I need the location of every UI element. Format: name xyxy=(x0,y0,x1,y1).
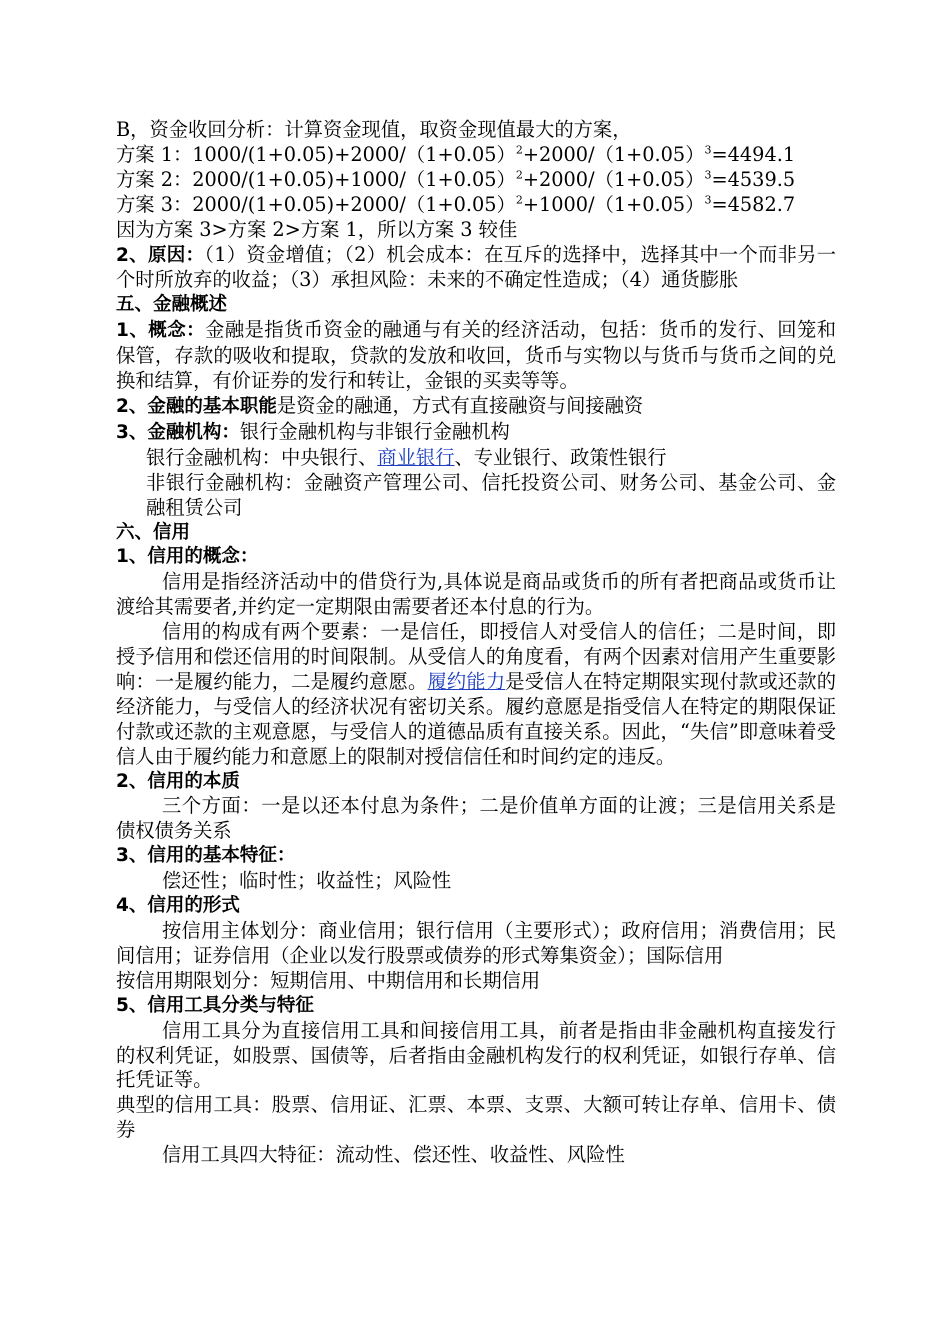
typical-tools-paragraph: 典型的信用工具：股票、信用证、汇票、本票、支票、大额可转让存单、信用卡、债券 xyxy=(116,1093,836,1142)
credit-forms-heading: 4、信用的形式 xyxy=(116,895,240,917)
reason-label: 2、原因： xyxy=(116,244,205,266)
plan-1-formula: 方案 1：$1000/(1+0.05)+2000/(1+0.05)^2+2000/(1+0.05)^3=4494.1$ xyxy=(116,142,796,166)
credit-essence-heading: 2、信用的本质 xyxy=(116,770,240,792)
finance-function: 2、金融的基本职能是资金的融通，方式有直接融资与间接融资 xyxy=(116,393,644,417)
institutions-label: 3、金融机构： xyxy=(116,421,240,443)
reason-paragraph: 2、原因：（1）资金增值；（2）机会成本：在互斥的选择中，选择其中一个而非另一个时所放弃的收益；（3）承担风险：未来的不确定性造成；（4）通货膨胀 xyxy=(116,242,836,292)
credit-tools-heading: 5、信用工具分类与特征 xyxy=(116,994,314,1016)
bank-institutions: 银行金融机构：中央银行、商业银行、专业银行、政策性银行 xyxy=(146,445,667,469)
capital-recovery-line: B，资金收回分析：计算资金现值，取资金现值最大的方案， xyxy=(116,118,632,141)
section-5-heading: 五、金融概述 xyxy=(116,294,228,316)
plan-3-formula: 方案 3：$2000/(1+0.05)+2000/(1+0.05)^2+1000/(1+0.05)^3=4582.7$ xyxy=(116,192,796,216)
finance-concept: 1、概念：金融是指货币资金的融通与有关的经济活动，包括：货币的发行、回笼和保管，存款的吸收和提取，贷款的发放和收回，货币与实物以与货币与货币之间的兑换和结算，有价证券的发行和转让，金银的买卖等等。 xyxy=(116,318,837,393)
credit-forms-paragraph: 按信用主体划分：商业信用；银行信用（主要形式）；政府信用；消费信用；民间信用；证券信用（企业以发行股票或债券的形式筹集资金）；国际信用 xyxy=(116,919,836,967)
nonbank-institutions: 非银行金融机构：金融资产管理公司、信托投资公司、财务公司、基金公司、金融租赁公司 xyxy=(146,470,836,519)
tool-features-paragraph: 信用工具四大特征：流动性、偿还性、收益性、风险性 xyxy=(162,1143,625,1167)
plan-2-formula: 方案 2：$2000/(1+0.05)+1000/(1+0.05)^2+2000/(1+0.05)^3=4539.5$ xyxy=(116,167,796,191)
commercial-bank-link[interactable]: 商业银行 xyxy=(377,445,455,469)
credit-term-paragraph: 按信用期限划分：短期信用、中期信用和长期信用 xyxy=(116,968,541,992)
credit-tools-paragraph: 信用工具分为直接信用工具和间接信用工具，前者是指由非金融机构直接发行的权利凭证，如股票、国债等，后者指由金融机构发行的权利凭证，如银行存单、信托凭证等。 xyxy=(116,1018,836,1092)
credit-concept-paragraph: 信用是指经济活动中的借贷行为,具体说是商品或货币的所有者把商品或货币让渡给其需要者,并约定一定期限由需要者还本付息的行为。 xyxy=(116,570,836,619)
document-page xyxy=(116,118,836,1168)
section-6-heading: 六、信用 xyxy=(116,521,191,543)
credit-elements-paragraph: 信用的构成有两个要素：一是信任，即授信人对受信人的信任；二是时间，即授予信用和偿还信用的时间限制。从受信人的角度看，有两个因素对信用产生重要影响：一是履约能力，二是履约意愿。履约能力是受信人在特定期限实现付款或还款的经济能力，与受信人的经济状况有密切关系。履约意愿是指受信人在特定的期限保证付款或还款的主观意愿，与受信人的道德品质有直接关系。因此，“失信”即意味着受信人由于履约能力和意愿上的限制对授信信任和时间约定的违反。 xyxy=(116,620,837,768)
conclusion: 因为方案 3>方案 2>方案 1，所以方案 3 较佳 xyxy=(116,217,518,241)
function-label: 2、金融的基本职能 xyxy=(116,395,277,417)
credit-features-paragraph: 偿还性；临时性；收益性；风险性 xyxy=(162,869,452,893)
finance-institutions: 3、金融机构：银行金融机构与非银行金融机构 xyxy=(116,419,510,443)
credit-essence-paragraph: 三个方面：一是以还本付息为条件；二是价值单方面的让渡；三是信用关系是债权债务关系 xyxy=(116,794,836,843)
concept-label: 1、概念： xyxy=(116,320,206,342)
credit-concept-heading: 1、信用的概念： xyxy=(116,546,259,568)
performance-ability-link[interactable]: 履约能力 xyxy=(427,669,506,693)
credit-features-heading: 3、信用的基本特征： xyxy=(116,845,296,867)
